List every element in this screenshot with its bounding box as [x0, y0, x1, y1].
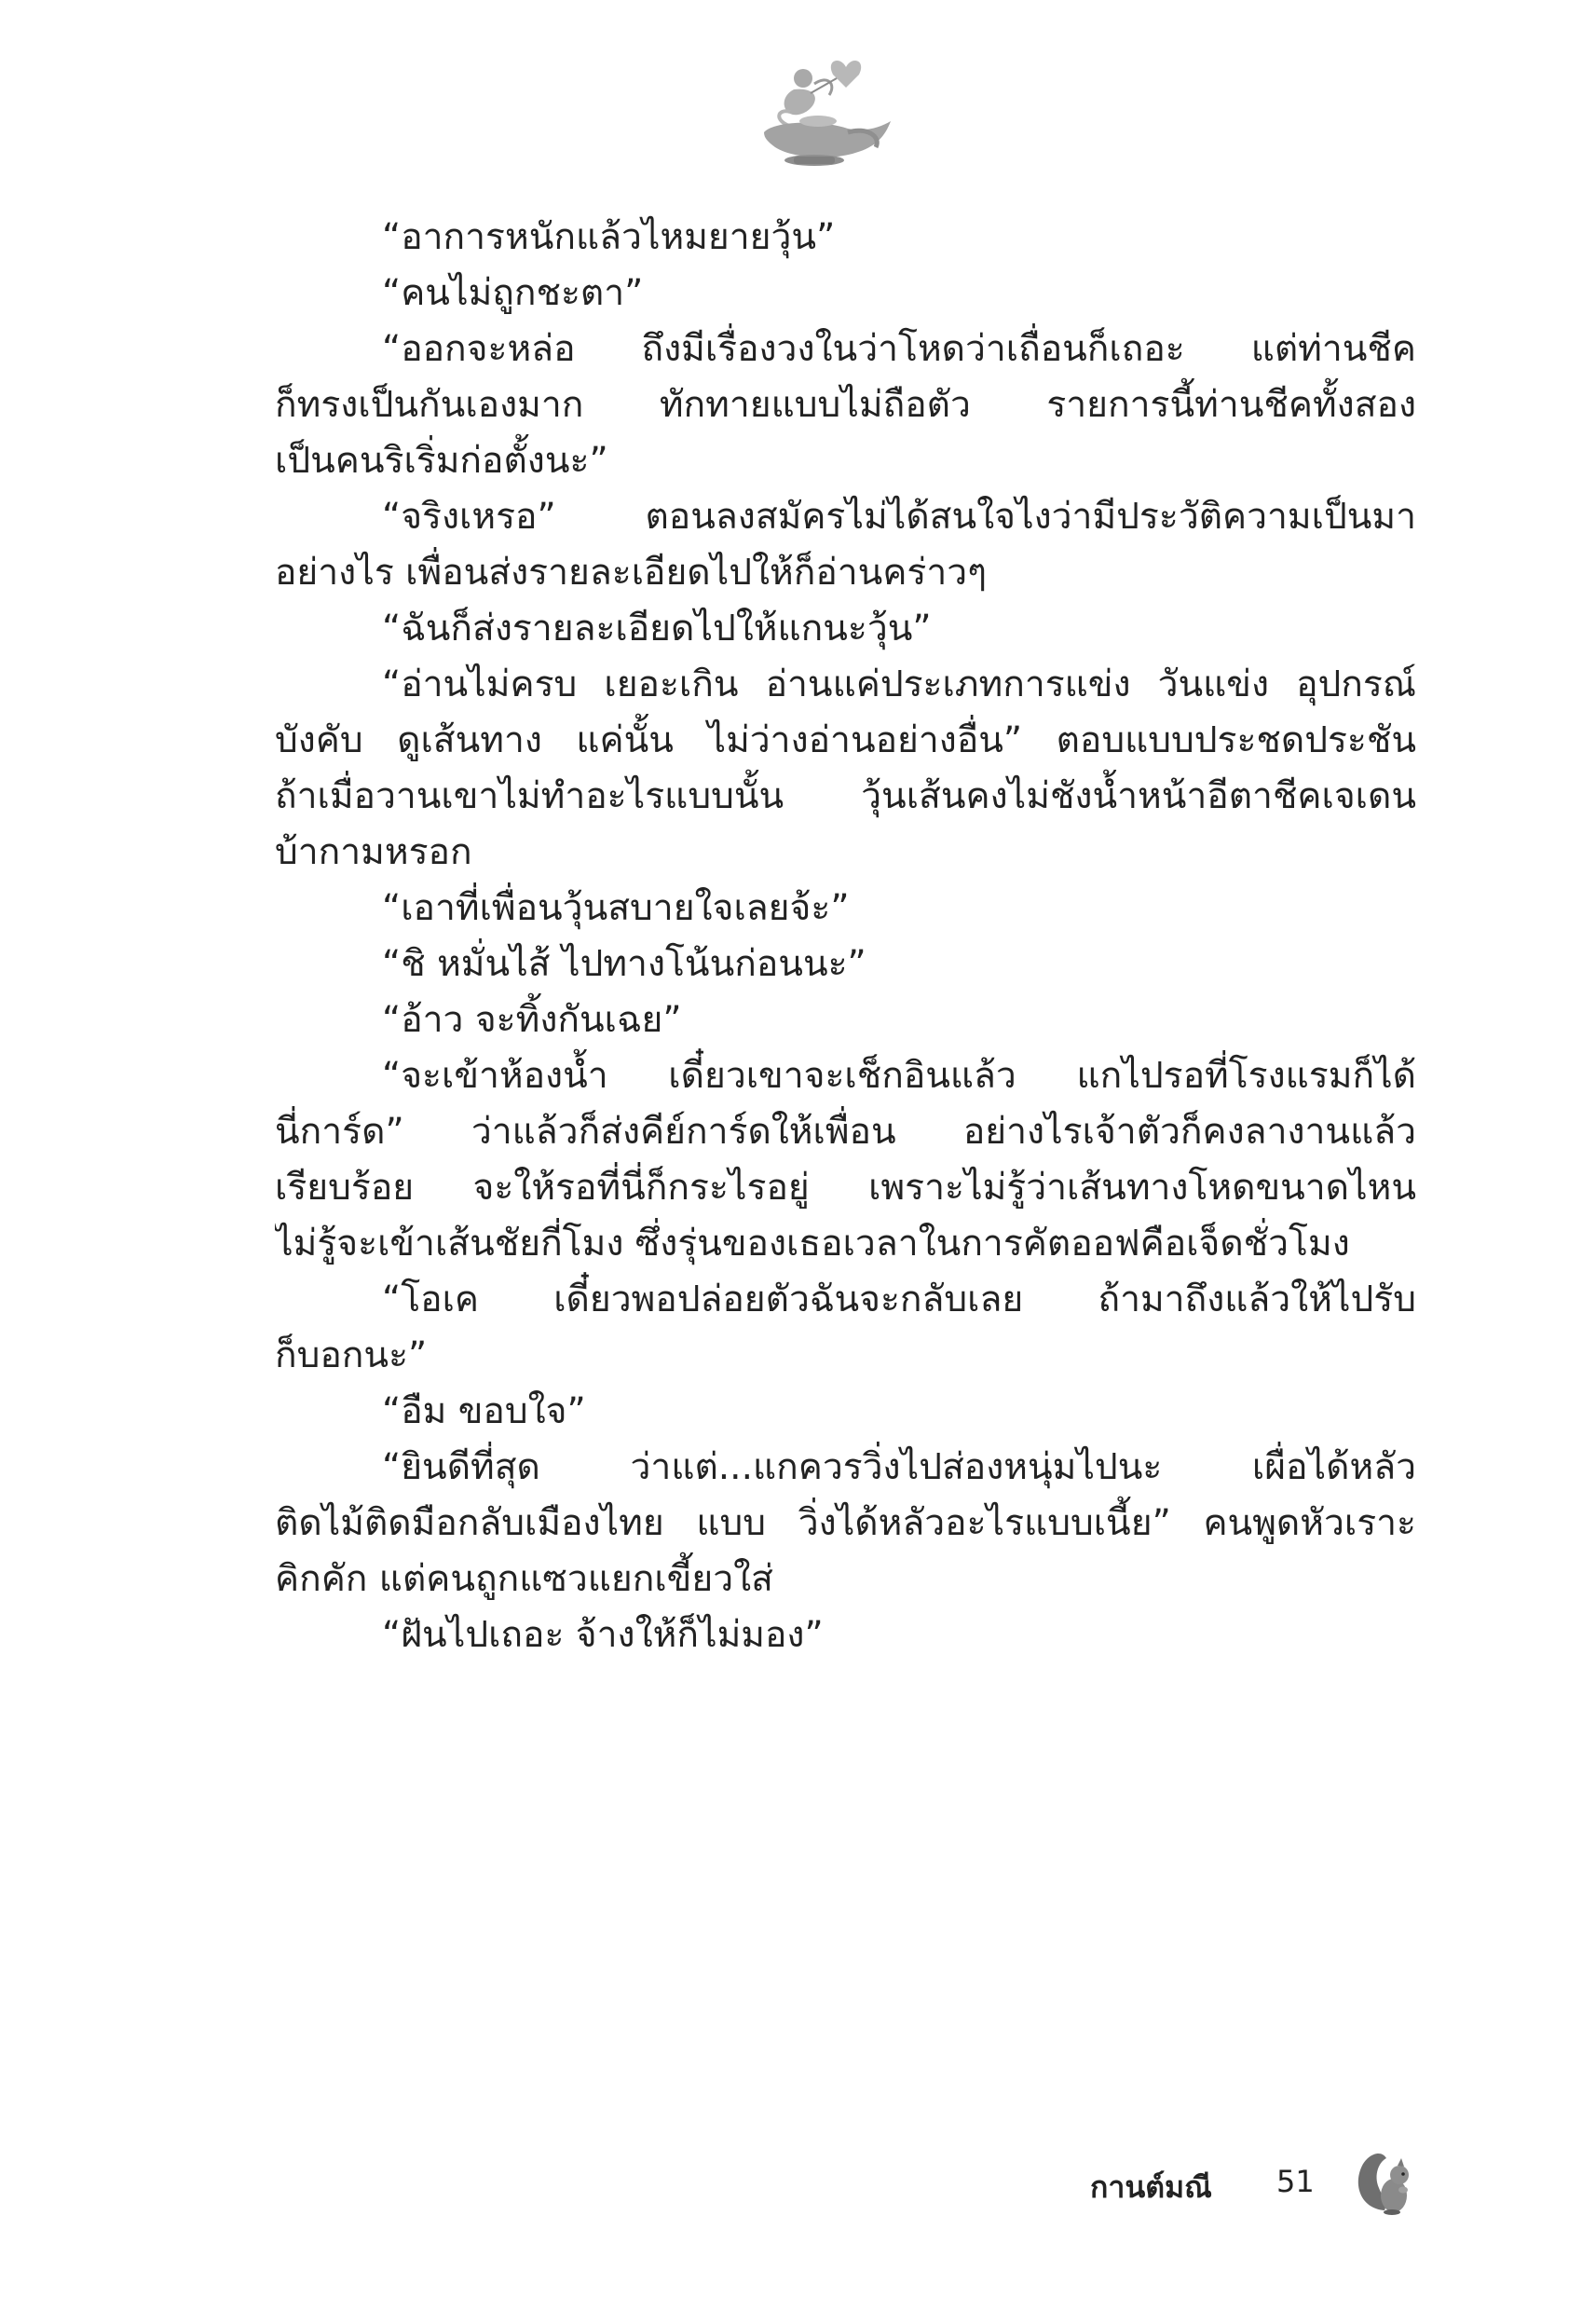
- paragraph: [275, 1607, 1416, 1663]
- body-text: [275, 210, 1416, 1663]
- paragraph: [275, 881, 1416, 937]
- text-line: เป็นคนริเริ่มก่อตั้งนะ”: [275, 440, 608, 482]
- text-line: อย่างไร เพื่อนส่งรายละเอียดไปให้ก็อ่านคร่าวๆ: [275, 552, 988, 594]
- text-line: “ยินดีที่สุด ว่าแต่...แกควรวิ่งไปส่องหนุ่มไปนะ เผื่อได้หลัว: [382, 1446, 1416, 1488]
- squirrel-icon: [1351, 2143, 1416, 2218]
- text-line: บังคับ ดูเส้นทาง แค่นั้น ไม่ว่างอ่านอย่างอื่น” ตอบแบบประชดประชัน: [275, 719, 1416, 761]
- paragraph: [275, 657, 1416, 881]
- paragraph: [275, 266, 1416, 321]
- paragraph: [275, 1048, 1416, 1272]
- paragraph: [275, 210, 1416, 266]
- text-line: “อ้าว จะทิ้งกันเฉย”: [382, 999, 682, 1041]
- paragraph: [275, 992, 1416, 1048]
- text-line: “ออกจะหล่อ ถึงมีเรื่องวงในว่าโหดว่าเถื่อนก็เถอะ แต่ท่านชีค: [382, 328, 1416, 370]
- text-line: “เอาที่เพื่อนวุ้นสบายใจเลยจ้ะ”: [382, 887, 850, 929]
- book-title: กานต์มณี: [1090, 2169, 1212, 2205]
- paragraph: [275, 1272, 1416, 1384]
- text-line: “จริงเหรอ” ตอนลงสมัครไม่ได้สนใจไงว่ามีประวัติความเป็นมา: [382, 496, 1416, 538]
- paragraph: [275, 321, 1416, 489]
- text-line: “โอเค เดี๋ยวพอปล่อยตัวฉันจะกลับเลย ถ้ามาถึงแล้วให้ไปรับ: [382, 1279, 1416, 1320]
- text-line: คิกคัก แต่คนถูกแซวแยกเขี้ยวใส่: [275, 1558, 773, 1600]
- text-line: “อาการหนักแล้วไหมยายวุ้น”: [382, 216, 836, 258]
- text-line: นี่การ์ด” ว่าแล้วก็ส่งคีย์การ์ดให้เพื่อน อย่างไรเจ้าตัวก็คงลางานแล้ว: [275, 1111, 1416, 1153]
- text-line: ก็บอกนะ”: [275, 1334, 428, 1376]
- paragraph: [275, 1440, 1416, 1607]
- text-line: “ชิ หมั่นไส้ ไปทางโน้นก่อนนะ”: [382, 943, 866, 985]
- text-line: “ฝันไปเถอะ จ้างให้ก็ไม่มอง”: [382, 1614, 824, 1656]
- paragraph: [275, 1384, 1416, 1440]
- page-number: 51: [1276, 2164, 1315, 2199]
- text-line: “อ่านไม่ครบ เยอะเกิน อ่านแค่ประเภทการแข่ง วันแข่ง อุปกรณ์: [382, 663, 1416, 705]
- text-line: ถ้าเมื่อวานเขาไม่ทำอะไรแบบนั้น วุ้นเส้นคงไม่ชังน้ำหน้าอีตาชีคเจเดน: [275, 775, 1416, 817]
- text-line: “จะเข้าห้องน้ำ เดี๋ยวเขาจะเช็กอินแล้ว แกไปรอที่โรงแรมก็ได้: [382, 1055, 1416, 1097]
- text-line: ก็ทรงเป็นกันเองมาก ทักทายแบบไม่ถือตัว รายการนี้ท่านชีคทั้งสอง: [275, 384, 1416, 426]
- paragraph: [275, 937, 1416, 992]
- text-line: เรียบร้อย จะให้รอที่นี่ก็กระไรอยู่ เพราะไม่รู้ว่าเส้นทางโหดขนาดไหน: [275, 1167, 1416, 1209]
- text-line: “คนไม่ถูกชะตา”: [382, 272, 644, 314]
- text-line: ติดไม้ติดมือกลับเมืองไทย แบบ วิ่งได้หลัวอะไรแบบเนี้ย” คนพูดหัวเราะ: [275, 1502, 1416, 1544]
- page-footer: [1090, 2143, 1425, 2227]
- paragraph: [275, 601, 1416, 657]
- text-line: “อืม ขอบใจ”: [382, 1390, 586, 1432]
- text-line: บ้ากามหรอก: [275, 831, 472, 873]
- text-line: “ฉันก็ส่งรายละเอียดไปให้แกนะวุ้น”: [382, 608, 932, 650]
- text-line: ไม่รู้จะเข้าเส้นชัยกี่โมง ซึ่งรุ่นของเธอเวลาในการคัตออฟคือเจ็ดชั่วโมง: [275, 1223, 1350, 1265]
- paragraph: [275, 489, 1416, 601]
- genie-lamp-icon: [736, 47, 913, 177]
